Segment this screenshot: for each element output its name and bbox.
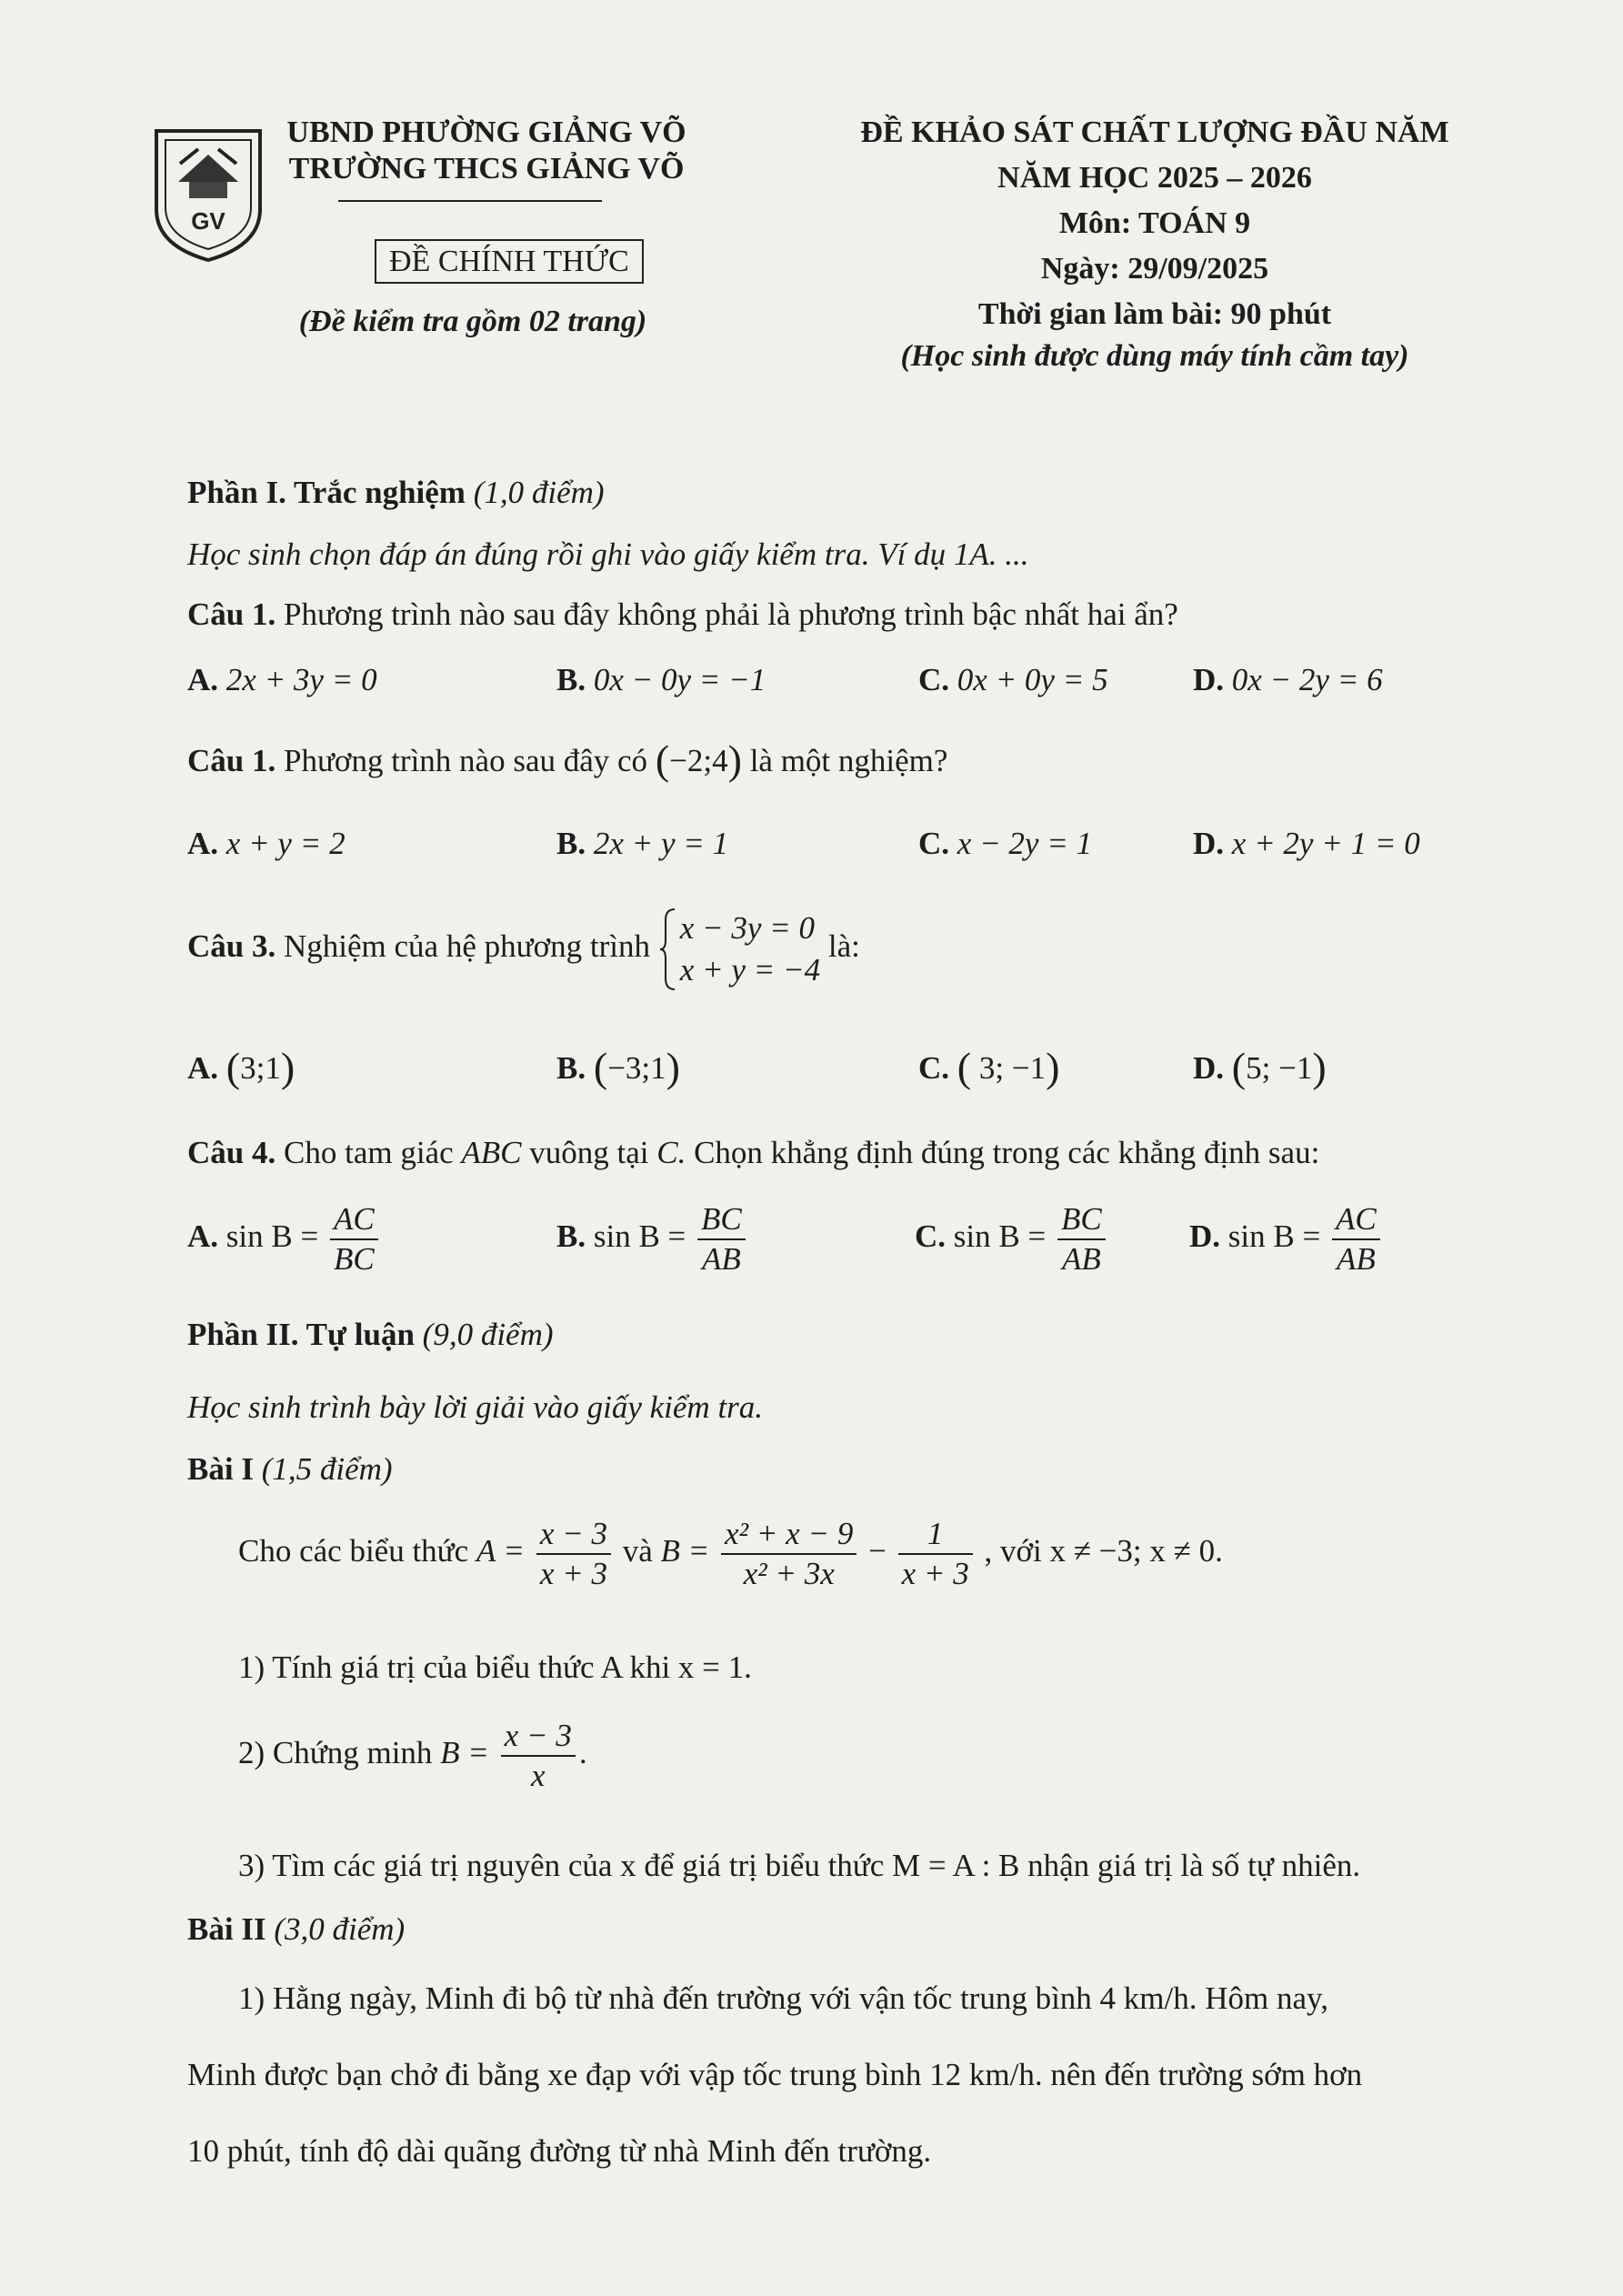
q4-option-a: A. sin B = $\frac{AC}{BC}$ [187, 1200, 382, 1278]
question-2-point: −2;4 [669, 743, 728, 778]
question-2-label: Câu 1. [187, 743, 276, 778]
q4-a-denominator: BC [333, 1241, 375, 1277]
system-eq-2: x + y = −4 [679, 952, 821, 988]
bai1-heading [187, 1449, 393, 1489]
q1-option-a: A. 2x + 3y = 0 [187, 662, 377, 697]
question-1-text: Phương trình nào sau đây không phải là phương trình bậc nhất hai ẩn? [284, 597, 1178, 632]
question-1 [187, 595, 1178, 635]
bai2-line-1: 1) Hằng ngày, Minh đi bộ từ nhà đến trường với vận tốc trung bình 4 km/h. Hôm nay, [238, 1980, 1329, 2016]
expr-b1-numerator: x² + x − 9 [721, 1515, 857, 1555]
calculator-note: (Học sinh được dùng máy tính cầm tay) [900, 339, 1409, 373]
subject: Môn: TOÁN 9 [1058, 206, 1251, 240]
q4-option-a-prefix: sin B = [225, 1218, 319, 1255]
bai1-item-2-numerator: x − 3 [501, 1717, 576, 1757]
expr-a-denominator: x + 3 [539, 1556, 607, 1591]
q1-option-b-text: 0x − 0y = −1 [593, 662, 766, 697]
question-2: Câu 1. Phương trình nào sau đây có (−2;4) là một nghiệm? [187, 737, 948, 783]
logo-text: GV [191, 207, 225, 235]
exam-title: ĐỀ KHẢO SÁT CHẤT LƯỢNG ĐẦU NĂM [860, 115, 1449, 149]
q2-option-b: B. 2x + y = 1 [556, 826, 729, 861]
authority-name: UBND PHƯỜNG GIẢNG VÕ [286, 115, 686, 149]
bai2-title: Bài II [187, 1911, 266, 1947]
bai1-item-2-lhs: B = [440, 1735, 489, 1771]
equation-system [658, 907, 820, 991]
q3-option-b: B. (−3;1) [556, 1044, 680, 1090]
bai2-points: (3,0 điểm) [274, 1911, 406, 1947]
q4-option-d-prefix: sin B = [1227, 1218, 1321, 1255]
q3-option-d: D. (5; −1) [1193, 1044, 1327, 1090]
part1-title: Phần I. Trắc nghiệm [187, 475, 466, 510]
bai1-points: (1,5 điểm) [261, 1451, 393, 1487]
q2-option-b-text: 2x + y = 1 [593, 826, 729, 861]
brace-icon [658, 907, 678, 991]
question-3-text-after: là: [827, 928, 860, 965]
q3-option-c-text: 3; −1 [971, 1050, 1047, 1086]
q3-option-c: C. ( 3; −1) [918, 1044, 1060, 1090]
q3-option-d-text: 5; −1 [1246, 1050, 1313, 1086]
question-3-text-before: Nghiệm của hệ phương trình [284, 928, 650, 965]
q4-option-d: D. sin B = $\frac{AC}{AB}$ [1189, 1200, 1384, 1278]
q1-option-a-text: 2x + 3y = 0 [225, 662, 377, 697]
q2-option-a: A. x + y = 2 [187, 826, 346, 861]
q1-option-d: D. 0x − 2y = 6 [1193, 662, 1383, 697]
bai1-item-2-prefix: 2) Chứng minh [238, 1735, 433, 1771]
question-3 [187, 907, 860, 991]
q4-c-denominator: AB [1061, 1241, 1101, 1277]
pages-note: (Đề kiểm tra gồm 02 trang) [298, 305, 647, 338]
duration: Thời gian làm bài: 90 phút [977, 297, 1332, 331]
part1-instruction: Học sinh chọn đáp án đúng rồi ghi vào giấy kiểm tra. Ví dụ 1A. ... [187, 536, 1029, 572]
part2-instruction: Học sinh trình bày lời giải vào giấy kiểm tra. [187, 1389, 764, 1425]
expr-b2-denominator: x + 3 [901, 1556, 969, 1591]
q4-c-numerator: BC [1057, 1200, 1106, 1240]
expr-a-numerator: x − 3 [536, 1515, 611, 1555]
q3-option-a-text: 3;1 [240, 1050, 281, 1086]
expr-a-lhs: A = [476, 1533, 526, 1569]
bai1-item-2: 2) Chứng minh B = $\frac{x - 3}{x}$ . [238, 1718, 587, 1793]
q1-option-b: B. 0x − 0y = −1 [556, 662, 766, 697]
expr-b-lhs: B = [660, 1533, 710, 1569]
question-4-text-1: Cho tam giác [284, 1135, 454, 1170]
school-name: TRƯỜNG THCS GIẢNG VÕ [288, 152, 685, 185]
part2-heading [187, 1315, 554, 1355]
part2-title: Phần II. Tự luận [187, 1317, 415, 1352]
triangle-name: ABC [461, 1135, 522, 1170]
question-3-label: Câu 3. [187, 928, 276, 965]
q4-d-numerator: AC [1332, 1200, 1380, 1240]
q4-option-c: C. sin B = $\frac{BC}{AB}$ [915, 1200, 1109, 1278]
q2-option-d: D. x + 2y + 1 = 0 [1193, 826, 1420, 861]
q1-option-d-text: 0x − 2y = 6 [1231, 662, 1383, 697]
bai1-title: Bài I [187, 1451, 254, 1487]
q3-option-b-text: −3;1 [607, 1050, 666, 1086]
bai2-line-3: 10 phút, tính độ dài quãng đường từ nhà Minh đến trường. [187, 2133, 932, 2169]
question-4 [187, 1133, 1319, 1173]
right-vertex: C. [656, 1135, 686, 1170]
q4-option-b-prefix: sin B = [593, 1218, 686, 1255]
part1-points: (1,0 điểm) [473, 475, 605, 510]
school-logo [153, 127, 264, 264]
bai1-item-3: 3) Tìm các giá trị nguyên của x để giá trị biểu thức M = A : B nhận giá trị là số tự nhiên. [238, 1848, 1361, 1883]
q1-option-c-text: 0x + 0y = 5 [957, 662, 1108, 697]
and-word: và [622, 1533, 653, 1569]
bai2-line-2: Minh được bạn chở đi bằng xe đạp với vập tốc trung bình 12 km/h. nên đến trường sớm hơn [187, 2057, 1363, 2092]
question-4-text-2: vuông tại [529, 1135, 649, 1170]
q2-option-c-text: x − 2y = 1 [957, 826, 1093, 861]
question-4-label: Câu 4. [187, 1135, 276, 1170]
q2-option-c: C. x − 2y = 1 [918, 826, 1093, 861]
q4-b-numerator: BC [697, 1200, 746, 1240]
school-underline [338, 200, 602, 202]
q4-option-c-prefix: sin B = [953, 1218, 1047, 1255]
question-1-label: Câu 1. [187, 597, 276, 632]
school-year: NĂM HỌC 2025 – 2026 [997, 161, 1312, 195]
minus-sign: − [868, 1533, 887, 1569]
bai1-expressions [238, 1515, 1223, 1593]
q4-option-b: B. sin B = $\frac{BC}{AB}$ [556, 1200, 749, 1278]
part1-heading [187, 473, 605, 513]
bai1-item-2-denominator: x [530, 1758, 546, 1793]
exam-date: Ngày: 29/09/2025 [1040, 252, 1269, 286]
official-stamp [375, 244, 644, 280]
expr-b1-denominator: x² + 3x [743, 1556, 835, 1591]
official-label: ĐỀ CHÍNH THỨC [375, 239, 644, 284]
q4-b-denominator: AB [702, 1241, 741, 1277]
part2-points: (9,0 điểm) [422, 1317, 554, 1352]
bai2-heading [187, 1910, 405, 1950]
q1-option-c: C. 0x + 0y = 5 [918, 662, 1108, 697]
q3-option-a: A. (3;1) [187, 1044, 296, 1090]
question-4-text-3: Chọn khẳng định đúng trong các khẳng định sau: [694, 1135, 1320, 1170]
bai1-intro: Cho các biểu thức [238, 1533, 469, 1569]
domain-condition: , với x ≠ −3; x ≠ 0. [984, 1533, 1223, 1569]
q2-option-a-text: x + y = 2 [225, 826, 346, 861]
question-2-text-after: là một nghiệm? [749, 743, 948, 778]
q4-a-numerator: AC [330, 1200, 378, 1240]
system-eq-1: x − 3y = 0 [679, 910, 816, 946]
question-2-text-before: Phương trình nào sau đây có [284, 743, 648, 778]
bai1-item-1: 1) Tính giá trị của biểu thức A khi x = 1. [238, 1649, 752, 1685]
q4-d-denominator: AB [1336, 1241, 1376, 1277]
q2-option-d-text: x + 2y + 1 = 0 [1231, 826, 1420, 861]
expr-b2-numerator: 1 [898, 1515, 973, 1555]
